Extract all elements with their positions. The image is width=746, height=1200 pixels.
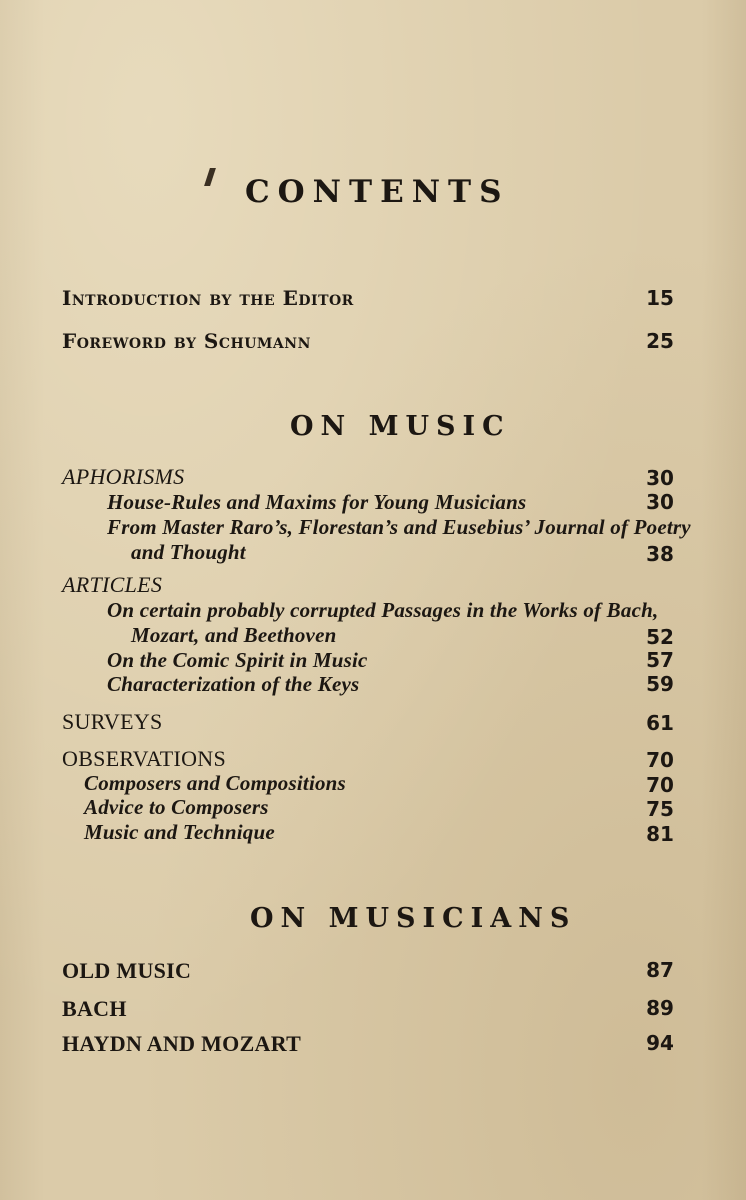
page-number-haydn-mozart: 94	[646, 1031, 674, 1055]
page-number-composers-compositions: 70	[646, 773, 674, 797]
toc-entry-introduction: Introduction by the Editor	[62, 286, 354, 310]
page-number-observations: 70	[646, 748, 674, 772]
part-heading-on-music: ON MUSIC	[290, 411, 511, 442]
toc-entry-foreword: Foreword by Schumann	[62, 329, 311, 353]
page-title: CONTENTS	[245, 174, 510, 210]
page-number-house-rules: 30	[646, 490, 674, 514]
toc-entry-bach: BACH	[62, 996, 127, 1021]
section-surveys: SURVEYS	[62, 709, 163, 734]
toc-entry-corrupted-passages-line1: On certain probably corrupted Passages in the Works of Bach,	[107, 598, 659, 622]
page-number-aphorisms: 30	[646, 466, 674, 490]
page-number-introduction: 15	[646, 286, 674, 310]
ink-mark	[204, 168, 216, 186]
toc-entry-advice-composers: Advice to Composers	[84, 795, 269, 819]
toc-entry-master-raro-line2: and Thought	[131, 540, 246, 564]
toc-entry-music-technique: Music and Technique	[84, 820, 275, 844]
toc-entry-composers-compositions: Composers and Compositions	[84, 771, 346, 795]
toc-entry-haydn-mozart: HAYDN AND MOZART	[62, 1031, 302, 1056]
section-observations: OBSERVATIONS	[62, 746, 227, 771]
section-articles: ARTICLES	[62, 572, 163, 597]
page-number-old-music: 87	[646, 958, 674, 982]
page-number-master-raro: 38	[646, 542, 674, 566]
toc-entry-house-rules: House-Rules and Maxims for Young Musicians	[107, 490, 527, 514]
toc-entry-master-raro-line1: From Master Raro’s, Florestan’s and Eusebius’ Journal of Poetry	[107, 515, 691, 539]
toc-entry-comic-spirit: On the Comic Spirit in Music	[107, 648, 368, 672]
toc-entry-corrupted-passages-line2: Mozart, and Beethoven	[131, 623, 337, 647]
toc-entry-old-music: OLD MUSIC	[62, 958, 192, 983]
page-number-keys: 59	[646, 672, 674, 696]
page-number-surveys: 61	[646, 711, 674, 735]
page-number-music-technique: 81	[646, 822, 674, 846]
page-number-bach: 89	[646, 996, 674, 1020]
page-number-advice-composers: 75	[646, 797, 674, 821]
part-heading-on-musicians: ON MUSICIANS	[250, 903, 577, 934]
page-number-corrupted-passages: 52	[646, 625, 674, 649]
page-number-foreword: 25	[646, 329, 674, 353]
section-aphorisms: APHORISMS	[62, 464, 185, 489]
toc-entry-keys: Characterization of the Keys	[107, 672, 360, 696]
page-number-comic-spirit: 57	[646, 648, 674, 672]
